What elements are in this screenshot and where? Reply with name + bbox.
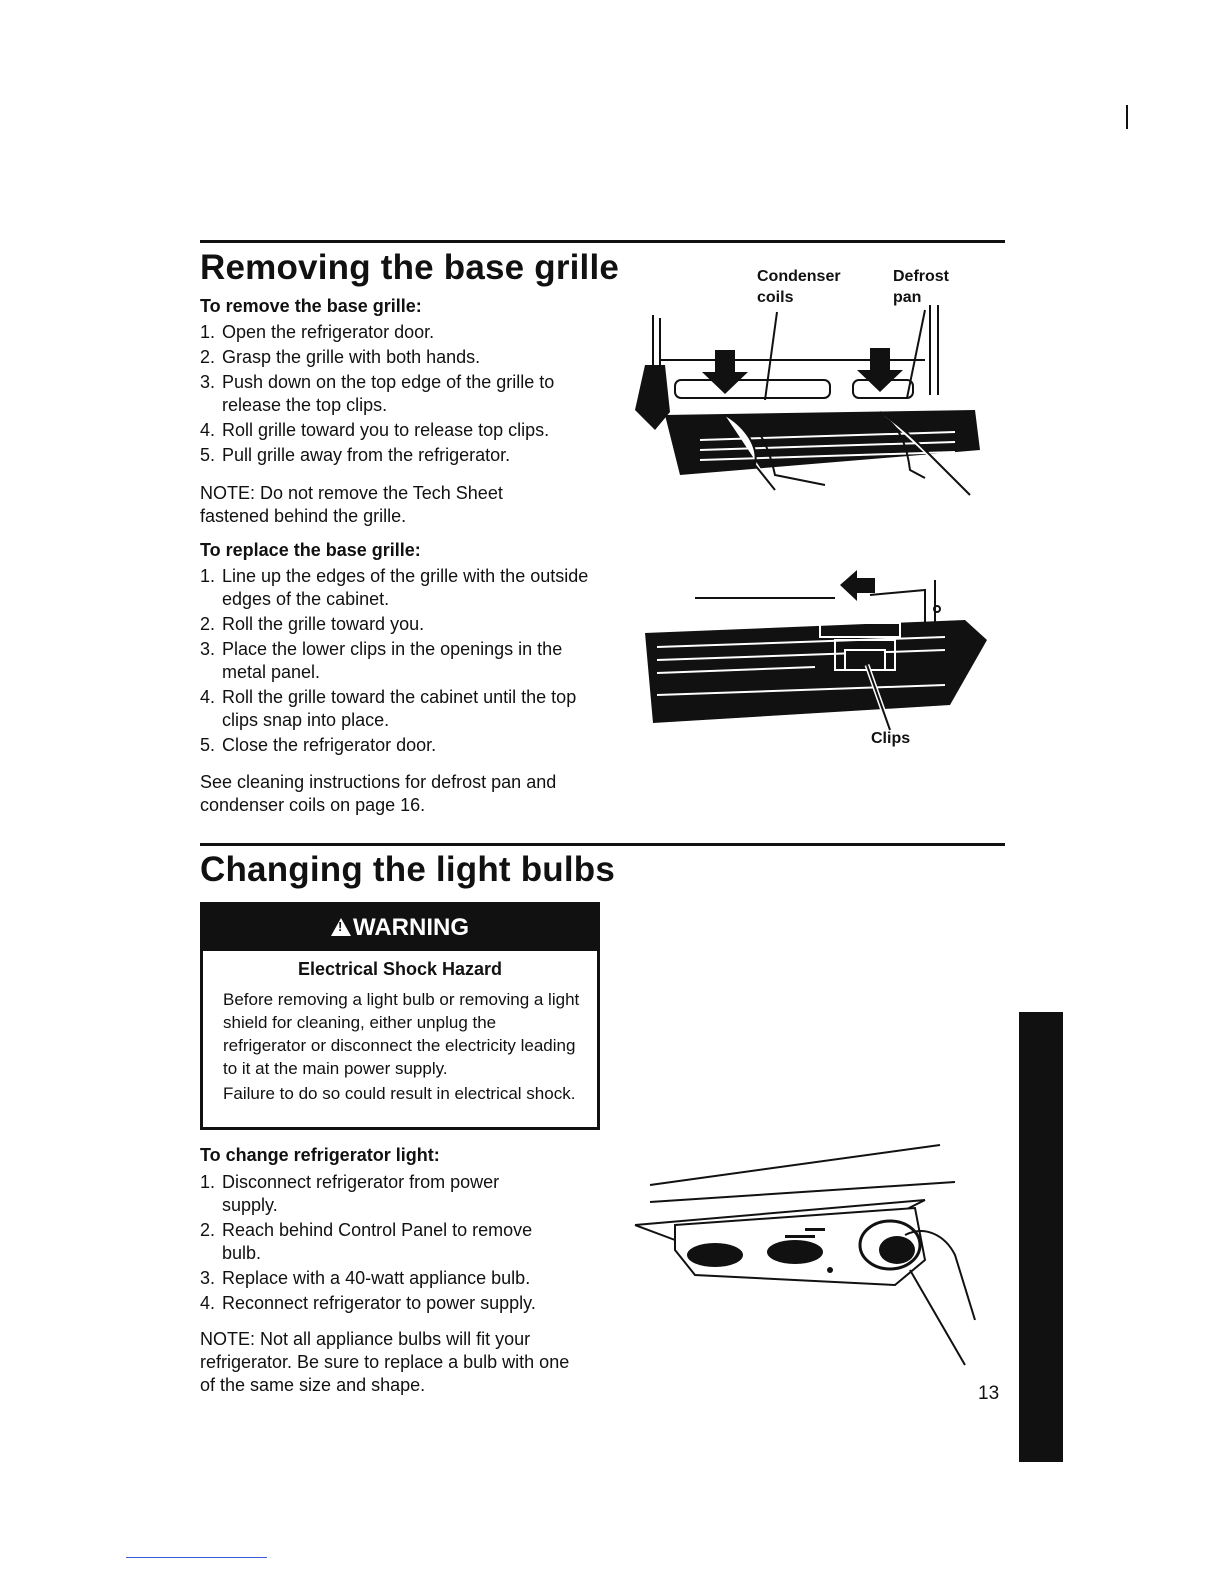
warning-box — [200, 902, 600, 1130]
list-item: 3. Push down on the top edge of the grille to release the top clips. — [200, 372, 555, 415]
section-tab-marker — [1019, 1012, 1063, 1462]
section-title-base-grille: Removing the base grille — [200, 248, 620, 287]
warning-paragraph-2: Failure to do so could result in electrical shock. — [223, 1084, 576, 1103]
condenser-coils-label: Condenser coils — [757, 268, 841, 306]
list-item: 5. Pull grille away from the refrigerator. — [200, 445, 511, 465]
list-item: 1. Disconnect refrigerator from power supply. — [200, 1172, 500, 1215]
replace-grille-heading: To replace the base grille: — [200, 540, 421, 560]
list-item: 3. Replace with a 40-watt appliance bulb. — [200, 1268, 531, 1288]
light-bulb-illustration — [625, 1140, 990, 1370]
margin-change-bar — [1126, 105, 1128, 129]
list-item: 2. Grasp the grille with both hands. — [200, 347, 481, 367]
warning-paragraph-1: Before removing a light bulb or removing a light shield for cleaning, either unplug the refrigerator or disconnect the electricity leading to it at the main power supply. — [223, 990, 580, 1078]
section-title-light-bulbs: Changing the light bulbs — [200, 850, 616, 889]
list-item: 3. Place the lower clips in the openings in the metal panel. — [200, 639, 563, 682]
list-item: 5. Close the refrigerator door. — [200, 735, 437, 755]
list-item: 4. Roll the grille toward the cabinet until the top clips snap into place. — [200, 687, 577, 730]
clips-label: Clips — [871, 730, 911, 747]
change-light-heading: To change refrigerator light: — [200, 1145, 440, 1165]
list-item: 2. Roll the grille toward you. — [200, 614, 425, 634]
grille-replace-illustration — [645, 565, 990, 735]
warning-triangle-icon — [331, 918, 351, 936]
defrost-pan-label: Defrost pan — [893, 268, 950, 306]
cleaning-reference: See cleaning instructions for defrost pan and condenser coils on page 16. — [200, 772, 557, 815]
bulb-note: NOTE: Not all appliance bulbs will fit your refrigerator. Be sure to replace a bulb with one of the same size and shape. — [200, 1329, 570, 1395]
section-rule-bulbs — [200, 843, 1005, 846]
list-item: 2. Reach behind Control Panel to remove bulb. — [200, 1220, 533, 1263]
remove-steps-list — [200, 321, 595, 469]
warning-header — [203, 905, 597, 951]
page-number: 13 — [978, 1383, 1000, 1404]
list-item: 4. Reconnect refrigerator to power supply. — [200, 1293, 536, 1313]
replace-steps-list — [200, 565, 590, 759]
remove-grille-heading: To remove the base grille: — [200, 296, 422, 316]
tech-sheet-note: NOTE: Do not remove the Tech Sheet fastened behind the grille. — [200, 483, 503, 526]
change-light-steps — [200, 1171, 545, 1317]
list-item: 1. Open the refrigerator door. — [200, 322, 435, 342]
footer-rule — [126, 1557, 267, 1558]
hazard-title: Electrical Shock Hazard — [297, 959, 503, 979]
list-item: 4. Roll grille toward you to release top clips. — [200, 420, 550, 440]
warning-label: WARNING — [353, 914, 469, 941]
section-rule-top — [200, 240, 1005, 243]
grille-removal-illustration — [625, 300, 985, 510]
list-item: 1. Line up the edges of the grille with the outside edges of the cabinet. — [200, 566, 589, 609]
